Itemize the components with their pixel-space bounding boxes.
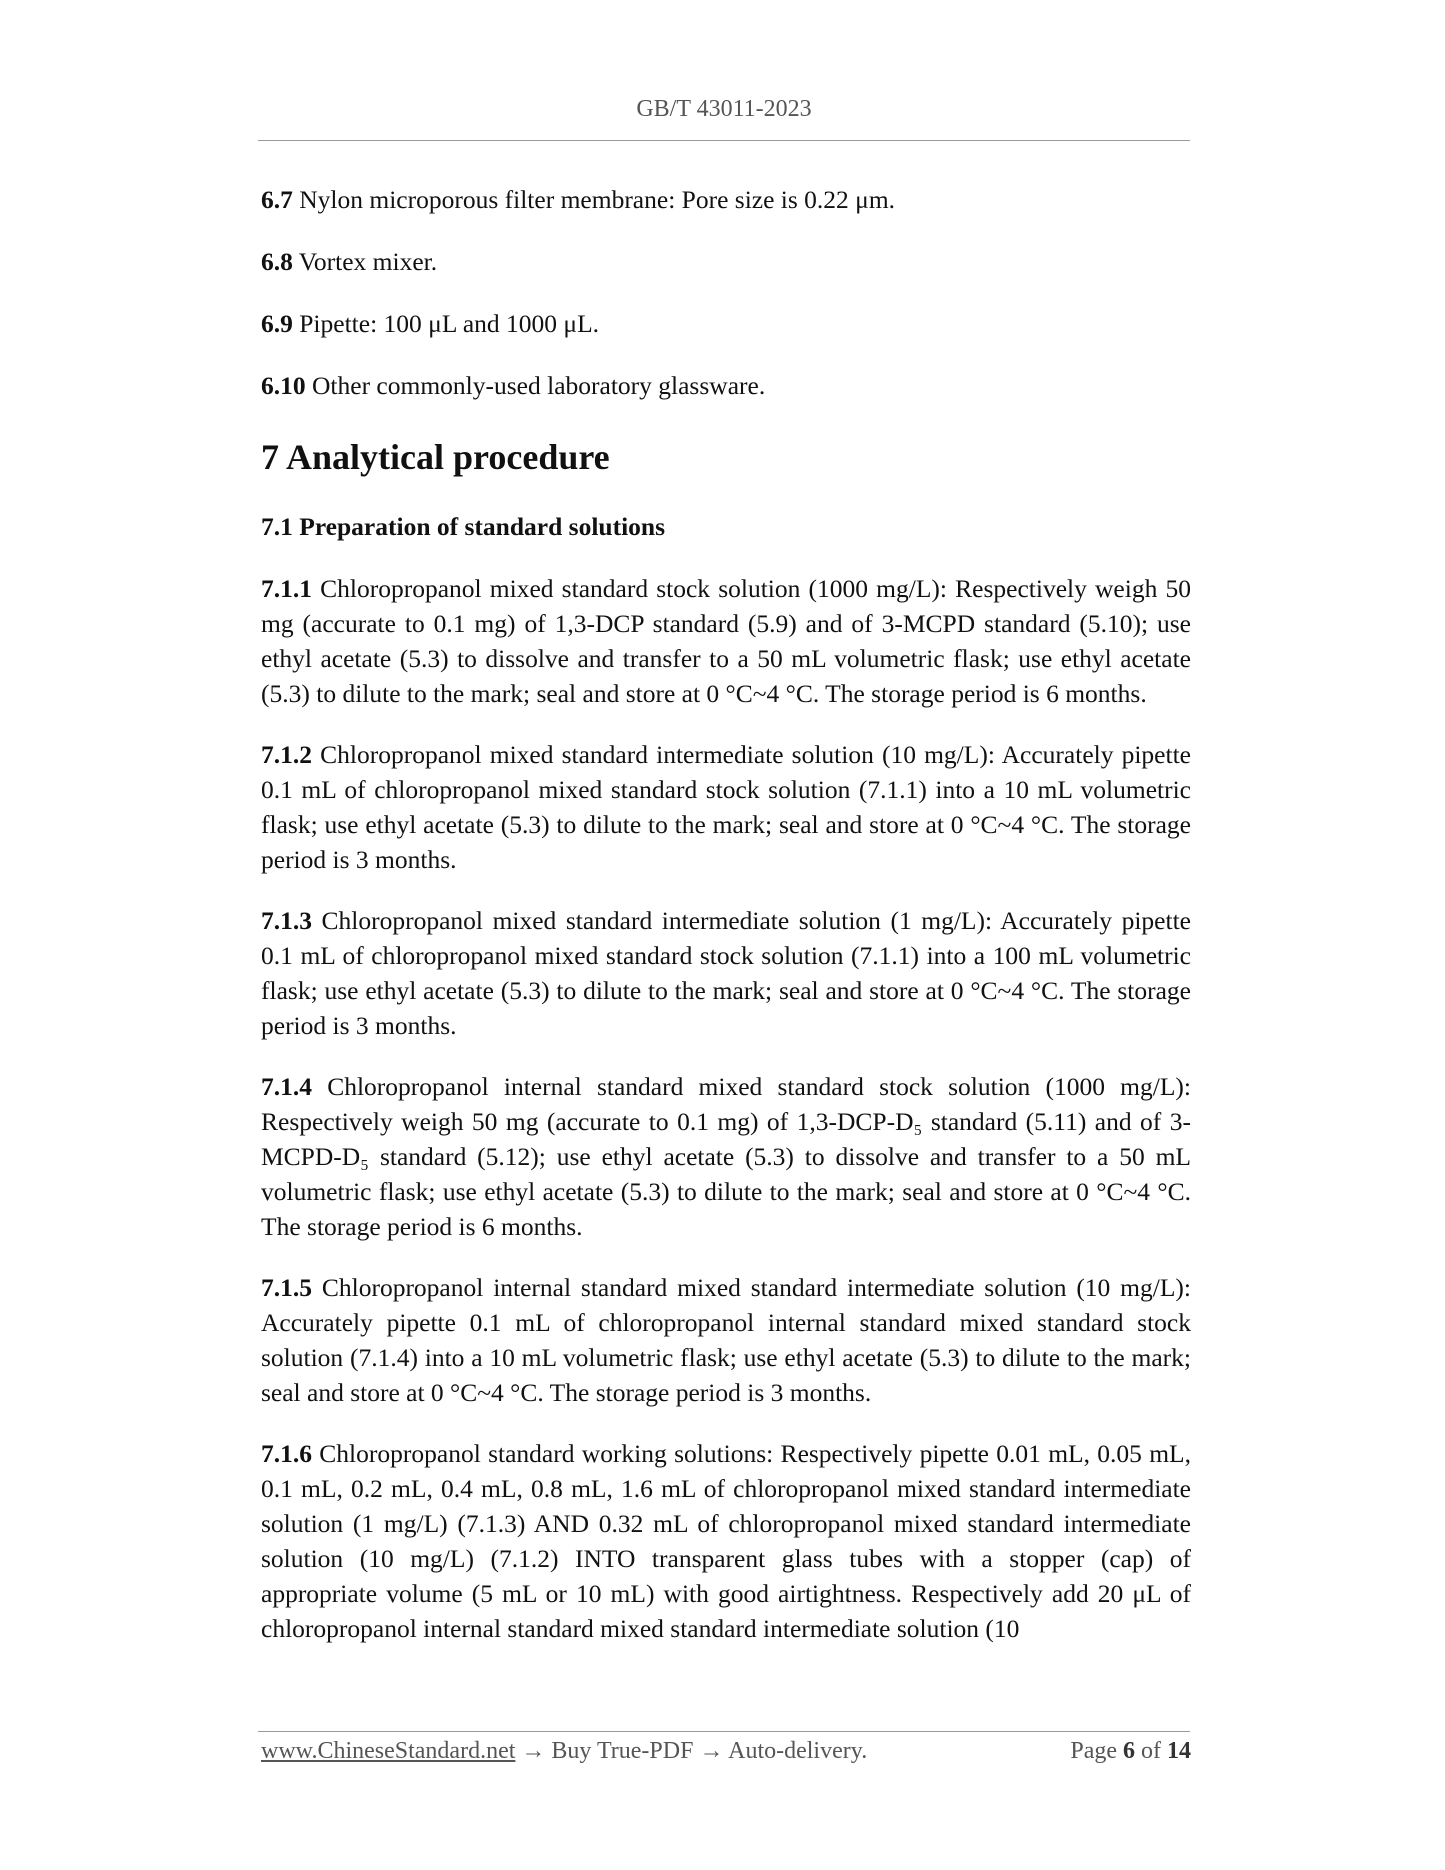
- page-body: [261, 182, 1191, 1672]
- subsection-heading: 7.1 Preparation of standard solutions: [261, 512, 666, 541]
- footer-promo-text: → Buy True-PDF → Auto-delivery.: [515, 1738, 868, 1764]
- paragraph: [261, 1069, 1191, 1244]
- clause-number: 7.1.4: [261, 1072, 312, 1101]
- page-total: 14: [1167, 1738, 1191, 1764]
- clause-number: 7.1.2: [261, 740, 312, 769]
- list-item: [261, 306, 1191, 341]
- item-text: Nylon microporous filter membrane: Pore size is 0.22 μm.: [292, 185, 896, 214]
- header-divider: [258, 140, 1190, 141]
- clause-number: 7.1.6: [261, 1439, 312, 1468]
- paragraph: [261, 1436, 1191, 1646]
- item-number: 6.8: [261, 247, 293, 276]
- paragraph: [261, 737, 1191, 877]
- clause-text: Chloropropanol internal standard mixed standard stock solution (1000 mg/L): Respectively weigh 50 mg (accurate to 0.1 mg) of 1,3-DCP-D₅ standard (5.11) and of 3-MCPD-D₅ standard (5.12); use ethyl acetate (5.3) to dissolve and transfer to a 50 mL volumetric flask; use ethyl acetate (5.3) to dilute to the mark; seal and store at 0 °C~4 °C. The storage period is 6 months.: [261, 1072, 1191, 1241]
- clause-text: Chloropropanol standard working solutions: Respectively pipette 0.01 mL, 0.05 mL, 0.1 mL, 0.2 mL, 0.4 mL, 0.8 mL, 1.6 mL of chloropropanol mixed standard intermediate solution (1 mg/L) (7.1.3) AND 0.32 mL of chloropropanol mixed standard intermediate solution (10 mg/L) (7.1.2) INTO transparent glass tubes with a stopper (cap) of appropriate volume (5 mL or 10 mL) with good airtightness. Respectively add 20 μL of chloropropanol internal standard mixed standard intermediate solution (10: [261, 1439, 1191, 1643]
- clause-number: 7.1.5: [261, 1273, 312, 1302]
- item-text: Pipette: 100 μL and 1000 μL.: [292, 309, 600, 338]
- page-label: Page: [1070, 1738, 1117, 1764]
- page-of-label: of: [1141, 1738, 1161, 1764]
- clause-text: Chloropropanol mixed standard intermediate solution (10 mg/L): Accurately pipette 0.1 mL of chloropropanol mixed standard stock solution (7.1.1) into a 10 mL volumetric flask; use ethyl acetate (5.3) to dilute to the mark; seal and store at 0 °C~4 °C. The storage period is 3 months.: [261, 740, 1191, 874]
- page-current: 6: [1123, 1738, 1135, 1764]
- footer-divider: [258, 1731, 1190, 1732]
- website-link[interactable]: www.ChineseStandard.net: [261, 1738, 516, 1764]
- section-heading: 7 Analytical procedure: [261, 437, 610, 477]
- clause-text: Chloropropanol mixed standard intermediate solution (1 mg/L): Accurately pipette 0.1 mL of chloropropanol mixed standard stock solution (7.1.1) into a 100 mL volumetric flask; use ethyl acetate (5.3) to dilute to the mark; seal and store at 0 °C~4 °C. The storage period is 3 months.: [261, 906, 1191, 1040]
- paragraph: [261, 571, 1191, 711]
- footer-promo: [261, 1736, 867, 1766]
- item-number: 6.10: [261, 371, 306, 400]
- list-item: [261, 182, 1191, 217]
- item-text: Vortex mixer.: [292, 247, 438, 276]
- clause-text: Chloropropanol mixed standard stock solution (1000 mg/L): Respectively weigh 50 mg (accurate to 0.1 mg) of 1,3-DCP standard (5.9) and of 3-MCPD standard (5.10); use ethyl acetate (5.3) to dissolve and transfer to a 50 mL volumetric flask; use ethyl acetate (5.3) to dilute to the mark; seal and store at 0 °C~4 °C. The storage period is 6 months.: [261, 574, 1191, 708]
- clause-number: 7.1.3: [261, 906, 312, 935]
- item-text: Other commonly-used laboratory glassware.: [305, 371, 766, 400]
- paragraph: [261, 903, 1191, 1043]
- document-header: GB/T 43011-2023: [636, 96, 812, 122]
- paragraph: [261, 1270, 1191, 1410]
- page-indicator: [1070, 1736, 1191, 1766]
- clause-number: 7.1.1: [261, 574, 312, 603]
- list-item: [261, 244, 1191, 279]
- clause-text: Chloropropanol internal standard mixed standard intermediate solution (10 mg/L): Accurately pipette 0.1 mL of chloropropanol internal standard mixed standard stock solution (7.1.4) into a 10 mL volumetric flask; use ethyl acetate (5.3) to dilute to the mark; seal and store at 0 °C~4 °C. The storage period is 3 months.: [261, 1273, 1191, 1407]
- item-number: 6.9: [261, 309, 293, 338]
- item-number: 6.7: [261, 185, 293, 214]
- list-item: [261, 368, 1191, 403]
